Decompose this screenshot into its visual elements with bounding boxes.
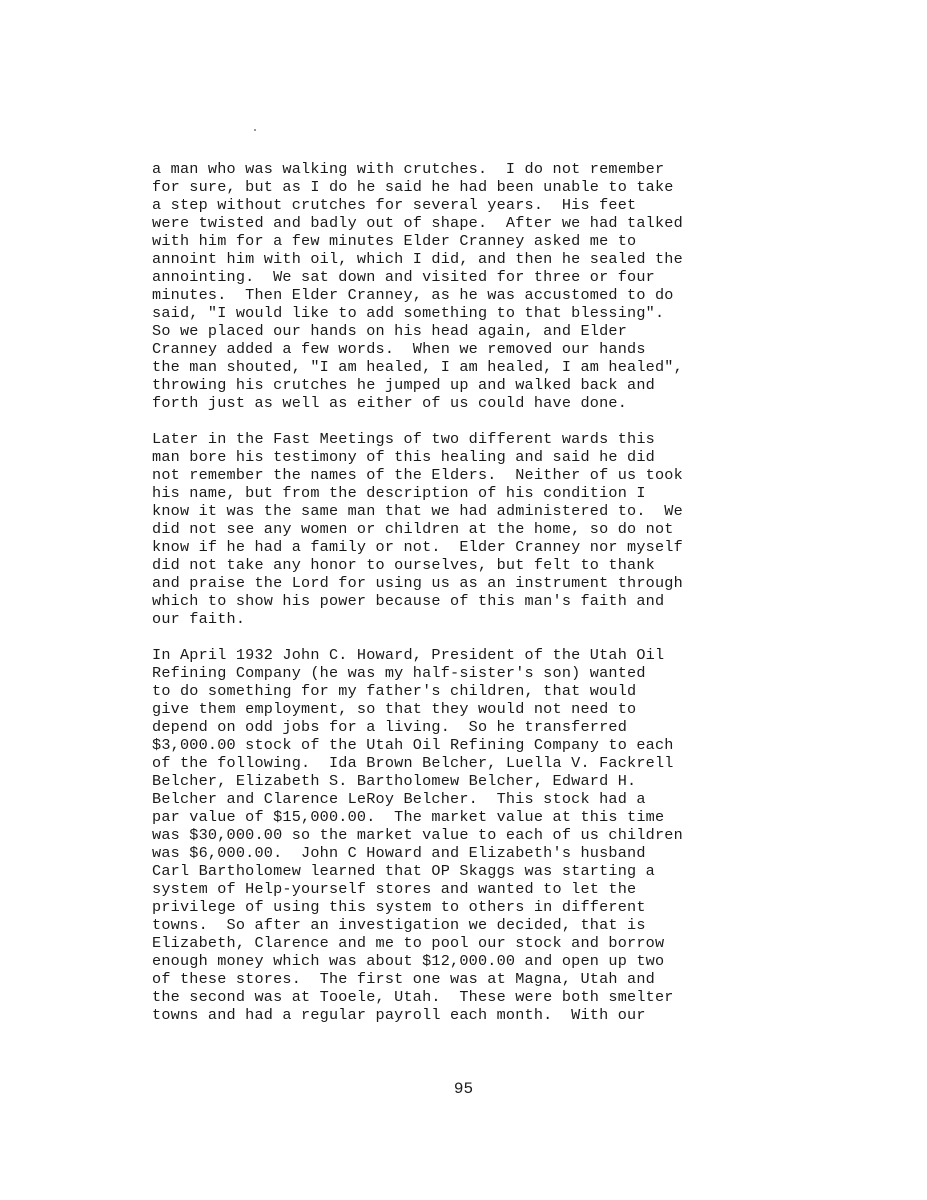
text-line: So we placed our hands on his head again, and Elder (152, 322, 628, 340)
text-line: Refining Company (he was my half-sister's son) wanted (152, 664, 646, 682)
text-line: Elizabeth, Clarence and me to pool our stock and borrow (152, 934, 665, 952)
text-line: forth just as well as either of us could have done. (152, 394, 628, 412)
text-line: annointing. We sat down and visited for three or four (152, 268, 655, 286)
paragraph-3 (152, 646, 912, 1024)
text-line: a man who was walking with crutches. I do not remember (152, 160, 665, 178)
text-line: a step without crutches for several years. His feet (152, 196, 637, 214)
text-line: towns and had a regular payroll each month. With our (152, 1006, 646, 1024)
text-line: towns. So after an investigation we decided, that is (152, 916, 646, 934)
text-line: said, "I would like to add something to that blessing". (152, 304, 665, 322)
text-line: throwing his crutches he jumped up and walked back and (152, 376, 655, 394)
text-line: were twisted and badly out of shape. After we had talked (152, 214, 683, 232)
text-line: enough money which was about $12,000.00 and open up two (152, 952, 665, 970)
page-number: 95 (453, 1080, 474, 1098)
text-line: was $30,000.00 so the market value to each of us children (152, 826, 683, 844)
text-line: of these stores. The first one was at Magna, Utah and (152, 970, 655, 988)
text-line: Cranney added a few words. When we removed our hands (152, 340, 646, 358)
text-line: par value of $15,000.00. The market value at this time (152, 808, 665, 826)
text-line: give them employment, so that they would not need to (152, 700, 637, 718)
text-line: was $6,000.00. John C Howard and Elizabeth's husband (152, 844, 646, 862)
text-line: privilege of using this system to others in different (152, 898, 646, 916)
text-line: which to show his power because of this man's faith and (152, 592, 665, 610)
text-line: and praise the Lord for using us as an instrument through (152, 574, 683, 592)
text-line: the man shouted, "I am healed, I am healed, I am healed", (152, 358, 683, 376)
text-line: of the following. Ida Brown Belcher, Luella V. Fackrell (152, 754, 674, 772)
text-line: Belcher and Clarence LeRoy Belcher. This stock had a (152, 790, 646, 808)
text-line: for sure, but as I do he said he had been unable to take (152, 178, 674, 196)
text-line: Later in the Fast Meetings of two different wards this (152, 430, 655, 448)
paragraph-2 (152, 430, 912, 628)
paragraph-1 (152, 160, 912, 412)
text-line: did not see any women or children at the home, so do not (152, 520, 674, 538)
text-line: to do something for my father's children, that would (152, 682, 637, 700)
text-line: know it was the same man that we had administered to. We (152, 502, 683, 520)
text-line: not remember the names of the Elders. Neither of us took (152, 466, 683, 484)
text-line: man bore his testimony of this healing and said he did (152, 448, 655, 466)
text-line: his name, but from the description of his condition I (152, 484, 646, 502)
text-line: our faith. (152, 610, 246, 628)
text-line: know if he had a family or not. Elder Cranney nor myself (152, 538, 683, 556)
scan-speck (254, 129, 256, 131)
text-line: minutes. Then Elder Cranney, as he was accustomed to do (152, 286, 674, 304)
text-line: Carl Bartholomew learned that OP Skaggs was starting a (152, 862, 655, 880)
text-line: $3,000.00 stock of the Utah Oil Refining Company to each (152, 736, 674, 754)
text-line: system of Help-yourself stores and wanted to let the (152, 880, 637, 898)
text-line: the second was at Tooele, Utah. These were both smelter (152, 988, 674, 1006)
text-line: In April 1932 John C. Howard, President of the Utah Oil (152, 646, 665, 664)
text-line: with him for a few minutes Elder Cranney asked me to (152, 232, 637, 250)
text-line: Belcher, Elizabeth S. Bartholomew Belcher, Edward H. (152, 772, 637, 790)
text-line: annoint him with oil, which I did, and then he sealed the (152, 250, 683, 268)
text-line: depend on odd jobs for a living. So he transferred (152, 718, 628, 736)
text-line: did not take any honor to ourselves, but felt to thank (152, 556, 655, 574)
